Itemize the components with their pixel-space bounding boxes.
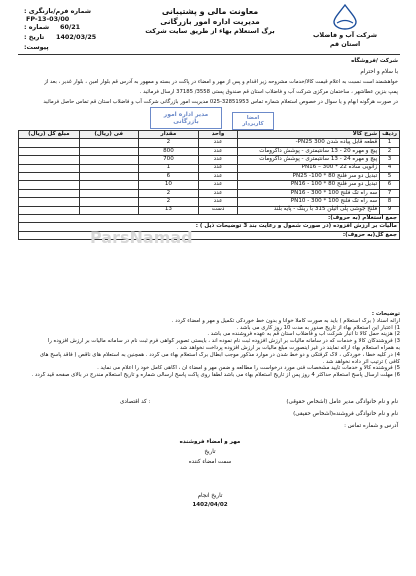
receipt-date: 1402/04/02 [192, 502, 228, 508]
col-unit: واحد [199, 131, 238, 139]
org-name-line1: شرکت آب و فاضلاب [312, 31, 378, 39]
condition-item: 5) فروشنده کالا و خدمات تایید مشخصات فنی مورد درخواست را مطالعه و ضمن مهر و امضاء آن ، آگاهی کامل خود را اعلام می نماید . [97, 365, 400, 372]
attachment-label: پیوست: [24, 43, 49, 51]
condition-item: کافی ) ترتیب اثر داده نخواهد شد . [322, 358, 400, 365]
row-unit-price[interactable] [79, 172, 138, 180]
intro-line-1: خواهشمند است نسبت به اعلام قیمت کالا/خدمات مشروحه زیر اقدام و پس از مهر و امضاء در پاکت در بسته و ممهور به آدرس قم بلوار امین ، بلوار غدیر ، بعد از [44, 79, 398, 85]
row-quantity: 2 [138, 139, 199, 147]
row-quantity: 6 [138, 172, 199, 180]
items-table-header [19, 131, 400, 139]
signature-stamp [232, 112, 274, 130]
ceo-name-label: نام و نام خانوادگی مدیر عامل (اشخاص حقوقی) [286, 399, 398, 405]
row-total[interactable] [19, 206, 80, 214]
row-total[interactable] [19, 156, 80, 164]
table-row [19, 172, 400, 180]
row-total[interactable] [19, 181, 80, 189]
row-unit: عدد [199, 139, 238, 147]
items-table [18, 130, 400, 240]
row-quantity: 2 [138, 189, 199, 197]
row-unit-price[interactable] [79, 164, 138, 172]
signature-stamp-line1: امضا [246, 115, 260, 121]
conditions-intro: ارائه اسناد ( برگ استعلام ) باید به صورت کاملا خوانا و بدون خط خوردگی تکمیل و مهر و امضاء گردد . [171, 317, 400, 324]
row-description: تبدیل دو سر فلنج 80 * 100- PN25 [237, 172, 379, 180]
row-description: سه راه تک فلنج 100 * 300 - PN10 [237, 198, 379, 206]
sum-letters-label: جمع استعلام (به حروف): [19, 214, 400, 222]
org-name-line2: استان قم [329, 40, 361, 48]
row-description: پیچ و مهره 24 - 13 سانتیمتری - پوشش داکرومات [237, 156, 379, 164]
tax-row [19, 223, 400, 231]
recipient-label: شرکت /فروشگاه [351, 58, 398, 64]
row-unit: دست [199, 206, 238, 214]
row-unit: عدد [199, 172, 238, 180]
row-total[interactable] [19, 139, 80, 147]
row-unit: عدد [199, 198, 238, 206]
row-unit-price[interactable] [79, 139, 138, 147]
row-unit: عدد [199, 147, 238, 155]
economic-code-label: : کد اقتصادی [120, 399, 151, 405]
row-unit-price[interactable] [79, 206, 138, 214]
row-unit: عدد [199, 181, 238, 189]
row-total[interactable] [19, 198, 80, 206]
row-number: 6 [380, 181, 400, 189]
manager-stamp-line2: بازرگانی [173, 118, 199, 125]
tax-label: مالیات بر ارزش افزوده (در صورت شمول و رعایت بند 3 توضیحات ذیل ) : [19, 223, 400, 231]
condition-item: 1) اعتبار این استعلام بهاء از تاریخ صدور به مدت 10 روز کاری می باشد . [236, 324, 400, 331]
row-number: 4 [380, 164, 400, 172]
col-unit-price: فی (ریال) [79, 131, 138, 139]
col-total: مبلغ کل (ریال) [19, 131, 80, 139]
condition-item: 3) فروشندگان کالا و خدمات که در سامانه مالیات بر ارزش افزوده ثبت نام نموده اند ، بایستی تصویر گواهی فرم ثبت نام در سامانه مالیات بر ارزش افزوده را [47, 338, 400, 345]
intro-line-2: پمپ بنزین عطاشهر ، ساختمان مرکزی شرکت آب و فاضلاب استان قم صندوق پستی 3558/ 37185 ارسال فرمائید . [139, 89, 398, 95]
table-row [19, 147, 400, 155]
condition-item: به همراه استعلام بهاء ارائه نمایند در غیر اینصورت مبلغ مالیات بر ارزش افزوده پرداخت نخواهد شد . [176, 344, 400, 351]
row-unit-price[interactable] [79, 147, 138, 155]
row-unit-price[interactable] [79, 181, 138, 189]
row-quantity: 700 [138, 156, 199, 164]
form-number-label: شماره فرم/بازنگری : [24, 7, 92, 15]
table-row [19, 206, 400, 214]
row-quantity: 10 [138, 181, 199, 189]
table-row [19, 156, 400, 164]
greeting: با سلام و احترام [360, 69, 398, 75]
header-divider [18, 54, 400, 55]
seller-name-label: نام و نام خانوادگی فروشنده(اشخاص حقیقی) [293, 411, 398, 417]
row-quantity: 2 [138, 198, 199, 206]
row-description: فلنج جوشی پلی اتیلن 315 با رینگ - پایه بلند [237, 206, 379, 214]
table-row [19, 189, 400, 197]
row-description: قطعه قابل پیاده شدن PN25 300- [237, 139, 379, 147]
row-unit: عدد [199, 156, 238, 164]
header-title-line1: معاونت مالی و پشتیبانی [161, 7, 259, 16]
water-drop-logo-icon [328, 4, 362, 30]
table-row [19, 198, 400, 206]
signature-stamp-line2: کاربردار [242, 121, 264, 127]
row-description: زانویی ساده 22 * 300 – PN16 [237, 164, 379, 172]
row-number: 1 [380, 139, 400, 147]
row-total[interactable] [19, 164, 80, 172]
row-unit-price[interactable] [79, 156, 138, 164]
manager-stamp-line1: مدیر اداره امور [163, 111, 209, 118]
row-number: 9 [380, 206, 400, 214]
row-total[interactable] [19, 147, 80, 155]
row-number: 7 [380, 189, 400, 197]
sum-letters-row [19, 214, 400, 222]
header-title-line3: برگ استعلام بهاء از طریق سایت شرکت [145, 27, 275, 35]
signer-position: سمت امضاء کننده [188, 459, 232, 465]
date-value: 1402/03/25 [56, 33, 97, 41]
manager-stamp [150, 107, 222, 129]
condition-item: 4) در کلیه خطا ، خوردگی ، لاک گرفتگی و دو خط شدن در موارد مذکور موجب ابطال برگ استعلام بهاء می گردد . همچنین به استعلام های ناقص ( فاقد پاسخ های [39, 351, 400, 358]
col-row: ردیف [380, 131, 400, 139]
total-letters-label: جمع کل(به حروف): [19, 231, 400, 239]
watermark-text: ParsNamad [90, 228, 193, 247]
row-total[interactable] [19, 189, 80, 197]
serial-label: شماره : [24, 23, 50, 31]
form-number: FP-13-03/00 [26, 15, 70, 23]
row-unit: عدد [199, 164, 238, 172]
address-label: آدرس و شماره تماس : [344, 423, 398, 429]
row-unit: عدد [199, 189, 238, 197]
row-number: 8 [380, 198, 400, 206]
total-letters-row [19, 231, 400, 239]
row-description: تبدیل دو سر فلنج 80 * 100 - PN16 [237, 181, 379, 189]
row-number: 3 [380, 156, 400, 164]
receipt-label: تاریخ انجام [197, 493, 223, 499]
conditions-title: توضیحات : [371, 311, 400, 317]
intro-line-3: در صورت هرگونه ابهام و یا سوال در خصوص استعلام شماره تماس 32851953-025 مدیریت امور بازرگانی شرکت آب و فاضلاب استان قم تماس حاصل فرمائید [43, 99, 398, 105]
col-quantity: مقدار [138, 131, 199, 139]
table-row [19, 139, 400, 147]
row-quantity: 800 [138, 147, 199, 155]
row-quantity: 1 [138, 164, 199, 172]
condition-item: 2) هزینه حمل کالا تا انبار شرکت آب و فاضلاب استان قم به عهده فروشنده می باشد . [207, 331, 400, 338]
serial-number: 60/21 [60, 23, 81, 31]
row-description: پیچ و مهره 20 - 13 سانتیمتری - پوشش داکرومات [237, 147, 379, 155]
row-description: سه راه تک فلنج 100 * 300 - PN16 [237, 189, 379, 197]
table-row [19, 164, 400, 172]
row-number: 5 [380, 172, 400, 180]
header-title-line2: مدیریت اداره امور بازرگانی [160, 17, 260, 26]
col-description: شرح کالا [237, 131, 379, 139]
row-total[interactable] [19, 172, 80, 180]
row-quantity: 13 [138, 206, 199, 214]
conditions-block [20, 311, 400, 379]
seller-stamp-date: تاریخ [204, 449, 216, 455]
date-label: تاریخ : [24, 33, 45, 41]
condition-item: 6) مهلت ارسال پاسخ استعلام حداکثر 4 روز پس از تاریخ استعلام بهاء می باشد لطفا روی پاکت پاسخ ارسالی شماره و تاریخ استعلام مندرج در بالای صفحه قید گردد . [31, 372, 400, 379]
row-unit-price[interactable] [79, 198, 138, 206]
table-row [19, 181, 400, 189]
seller-stamp-title: مهر و امضاء فروشنده [179, 439, 241, 445]
row-unit-price[interactable] [79, 189, 138, 197]
row-number: 2 [380, 147, 400, 155]
